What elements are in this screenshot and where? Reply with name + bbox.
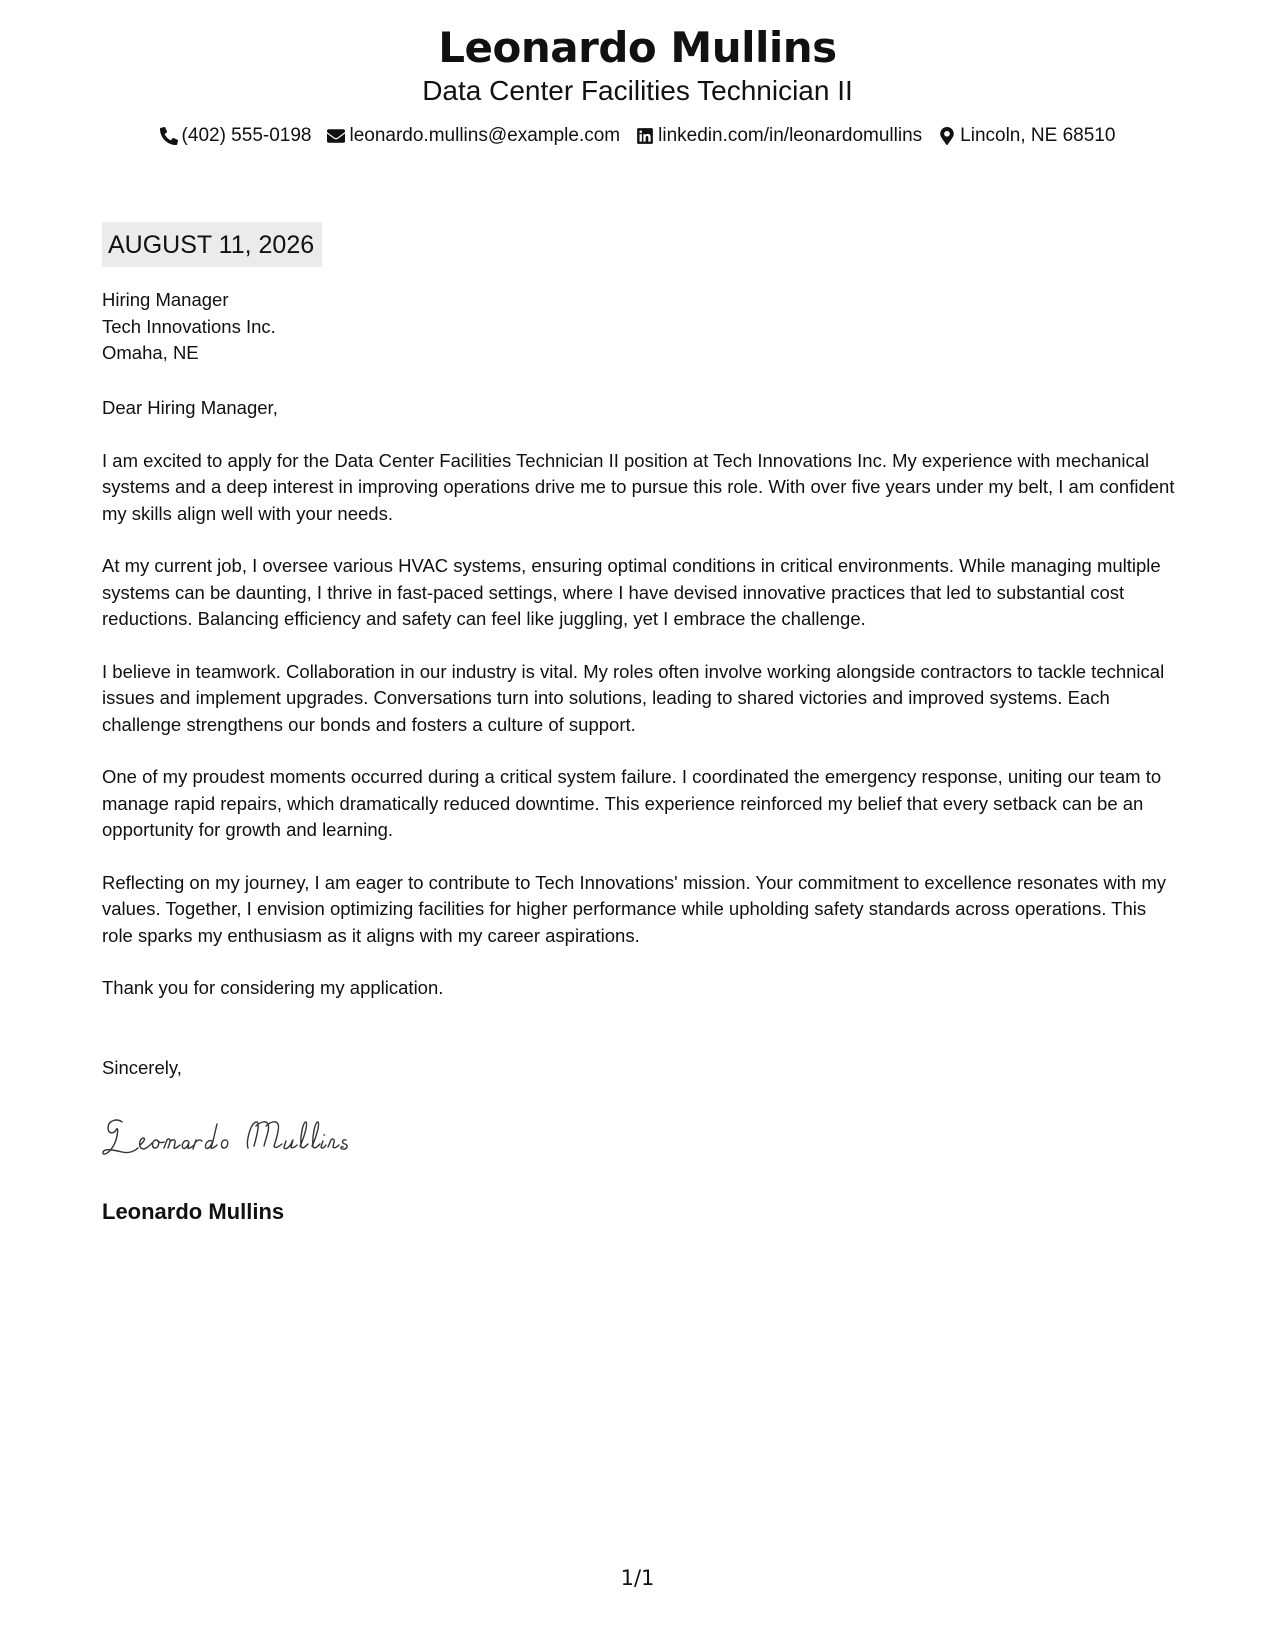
body-paragraph: I believe in teamwork. Collaboration in our industry is vital. My roles often involve working alongside contractors to tackle technical issues and implement upgrades. Conversations turn into solutions, leading to shared victories and improved systems. Each challenge strengthens our bonds and fosters a culture of support. [102,660,1165,735]
email-text: leonardo.mullins@example.com [349,125,621,146]
letter-header [0,22,1275,148]
phone-icon [160,127,178,145]
contact-bar [0,124,1275,148]
letter-body [102,395,1177,1028]
linkedin-text: linkedin.com/in/leonardomullins [658,125,923,146]
map-marker-icon [938,127,956,145]
body-paragraph: Reflecting on my journey, I am eager to contribute to Tech Innovations' mission. Your commitment to excellence resonates with my values. Together, I envision optimizing facilities for higher performance while upholding safety standards across operations. This role sparks my enthusiasm as it aligns with my career aspirations. [102,871,1167,946]
recipient-company: Tech Innovations Inc. [102,315,276,337]
contact-phone[interactable] [160,124,312,148]
body-paragraph: I am excited to apply for the Data Center Facilities Technician II position at Tech Innovations Inc. My experience with mechanical systems and a deep interest in improving operations drive me to pursue this role. With over five years under my belt, I am confident my skills align well with your needs. [102,449,1175,524]
linkedin-icon [636,127,654,145]
signed-name: Leonardo Mullins [102,1199,285,1224]
recipient-location: Omaha, NE [102,342,199,363]
signature-drawing [100,1112,370,1164]
envelope-icon [327,127,345,145]
recipient-block [102,287,276,367]
body-paragraph: One of my proudest moments occurred during a critical system failure. I coordinated the emergency response, uniting our team to manage rapid repairs, which dramatically reduced downtime. This experience reinforced my belief that every setback can be an opportunity for growth and learning. [102,766,1162,840]
recipient-line: Hiring Manager [102,289,229,310]
job-title: Data Center Facilities Technician II [422,75,853,106]
body-paragraph: At my current job, I oversee various HVAC systems, ensuring optimal conditions in critical environments. While managing multiple systems can be daunting, I thrive in fast-paced settings, where I have devised innovative practices that led to substantial cost reductions. Balancing efficiency and safety can feel like juggling, yet I embrace the challenge. [102,555,1161,629]
applicant-name: Leonardo Mullins [438,23,837,72]
closing: Sincerely, [102,1057,182,1078]
salutation: Dear Hiring Manager, [102,397,278,418]
location-text: Lincoln, NE 68510 [960,125,1116,146]
body-paragraph: Thank you for considering my application. [102,977,444,998]
contact-linkedin[interactable] [636,124,922,148]
letter-date: AUGUST 11, 2026 [102,222,322,267]
page-indicator: 1/1 [620,1566,655,1590]
handwritten-signature [100,1112,370,1169]
contact-location [938,124,1115,148]
contact-email[interactable] [327,124,620,148]
phone-text: (402) 555-0198 [181,125,312,146]
